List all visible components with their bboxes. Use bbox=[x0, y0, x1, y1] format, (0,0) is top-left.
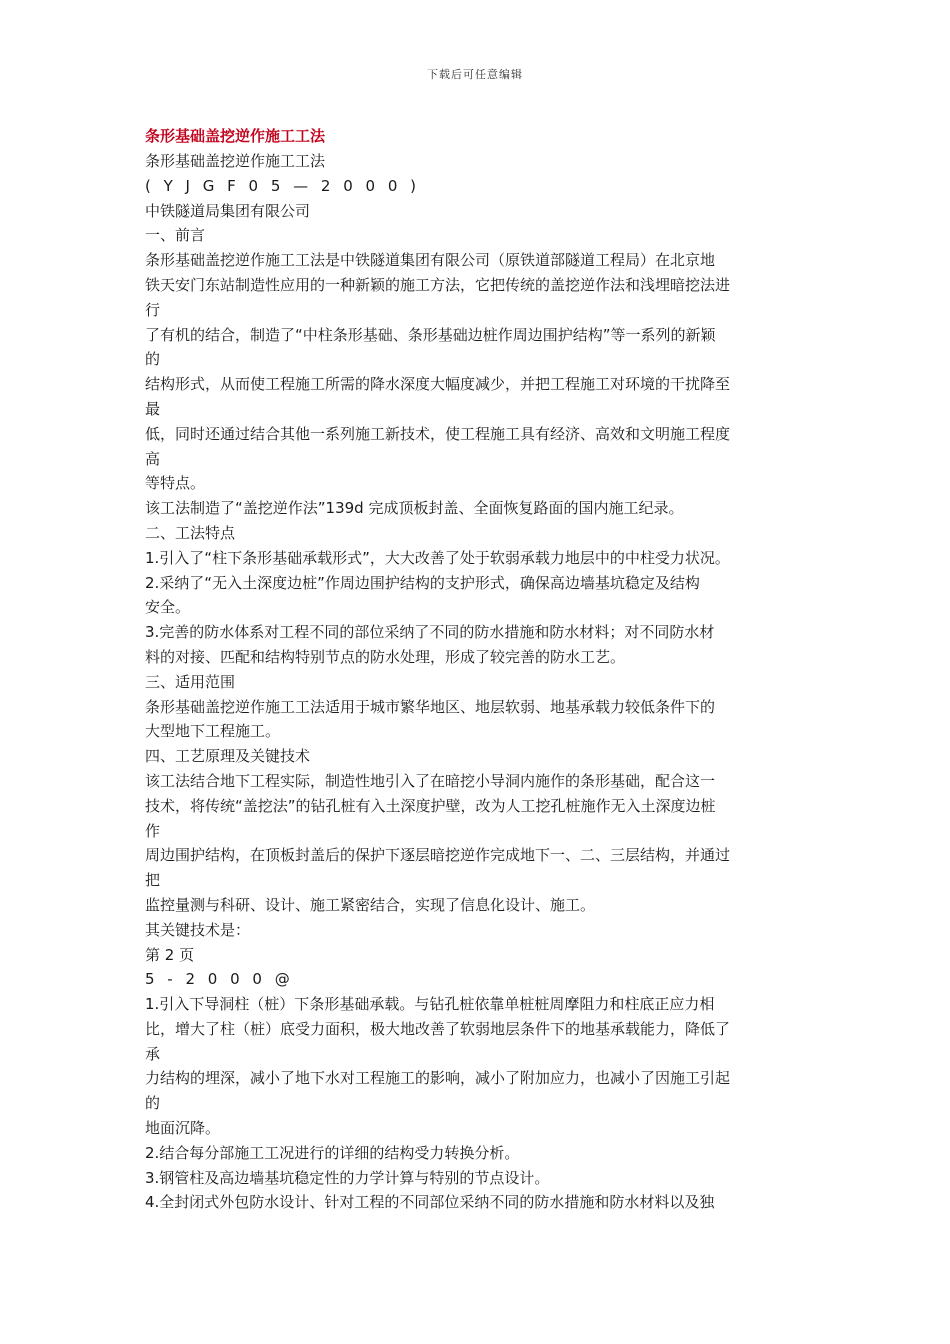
text-line: 3.完善的防水体系对工程不同的部位采纳了不同的防水措施和防水材料；对不同防水材 bbox=[145, 623, 715, 642]
text-line: 作 bbox=[145, 821, 161, 840]
text-line: 其关键技术是： bbox=[145, 920, 251, 939]
text-line: 了有机的结合，制造了“中柱条形基础、条形基础边桩作周边围护结构”等一系列的新颖 bbox=[145, 325, 716, 344]
text-line: 第 2 页 bbox=[145, 945, 195, 964]
document-title: 条形基础盖挖逆作施工工法 bbox=[145, 127, 326, 145]
text-line: 等特点。 bbox=[145, 474, 206, 493]
text-line: 的 bbox=[145, 350, 161, 369]
text-line: 结构形式，从而使工程施工所需的降水深度大幅度减少，并把工程施工对环境的干扰降至 bbox=[145, 375, 731, 394]
text-line: 一、前言 bbox=[145, 226, 206, 245]
text-line: 二、工法特点 bbox=[145, 523, 236, 542]
text-line: 把 bbox=[145, 871, 161, 890]
text-line: 3.钢管柱及高边墙基坑稳定性的力学计算与特别的节点设计。 bbox=[145, 1168, 550, 1187]
text-line: 最 bbox=[145, 399, 161, 418]
text-line: 该工法制造了“盖挖逆作法”139d 完成顶板封盖、全面恢复路面的国内施工纪录。 bbox=[145, 499, 684, 518]
text-line: 条形基础盖挖逆作施工工法是中铁隧道集团有限公司（原铁道部隧道工程局）在北京地 bbox=[145, 251, 716, 270]
text-line: 中铁隧道局集团有限公司 bbox=[145, 201, 311, 220]
text-line: 监控量测与科研、设计、施工紧密结合，实现了信息化设计、施工。 bbox=[145, 895, 596, 914]
text-line: 力结构的埋深，减小了地下水对工程施工的影响，减小了附加应力，也减小了因施工引起 bbox=[145, 1069, 731, 1088]
text-line: 技术，将传统“盖挖法”的钻孔桩有入土深度护壁，改为人工挖孔桩施作无入土深度边桩 bbox=[145, 796, 716, 815]
text-line: 地面沉降。 bbox=[145, 1119, 221, 1138]
text-line: 周边围护结构，在顶板封盖后的保护下逐层暗挖逆作完成地下一、二、三层结构，并通过 bbox=[145, 846, 731, 865]
text-line: 低，同时还通过结合其他一系列施工新技术，使工程施工具有经济、高效和文明施工程度 bbox=[145, 424, 731, 443]
text-line: 料的对接、匹配和结构特别节点的防水处理，形成了较完善的防水工艺。 bbox=[145, 647, 626, 666]
text-line: 2.采纳了“无入土深度边桩”作周边围护结构的支护形式，确保高边墙基坑稳定及结构 bbox=[145, 573, 700, 592]
text-line: 比，增大了柱（桩）底受力面积，极大地改善了软弱地层条件下的地基承载能力，降低了 bbox=[145, 1019, 731, 1038]
text-line: 条形基础盖挖逆作施工工法 bbox=[145, 152, 326, 170]
text-line: 高 bbox=[145, 449, 161, 468]
text-line: 该工法结合地下工程实际，制造性地引入了在暗挖小导洞内施作的条形基础，配合这一 bbox=[145, 771, 716, 790]
text-line: 1.引入下导洞柱（桩）下条形基础承载。与钻孔桩依靠单桩桩周摩阻力和柱底正应力相 bbox=[145, 995, 715, 1014]
text-line: 4.全封闭式外包防水设计、针对工程的不同部位采纳不同的防水措施和防水材料以及独 bbox=[145, 1193, 715, 1212]
text-line: 的 bbox=[145, 1094, 161, 1113]
text-line: 四、工艺原理及关键技术 bbox=[145, 747, 311, 766]
text-line: 行 bbox=[145, 300, 161, 319]
page-header-note: 下载后可任意编辑 bbox=[427, 68, 523, 81]
text-line: 铁天安门东站制造性应用的一种新颖的施工方法，它把传统的盖挖逆作法和浅埋暗挖法进 bbox=[145, 275, 731, 294]
text-line: 5 - 2 0 0 0 @ bbox=[145, 970, 294, 989]
text-line: 1.引入了“柱下条形基础承载形式”，大大改善了处于软弱承载力地层中的中柱受力状况。 bbox=[145, 548, 730, 567]
text-line: 三、适用范围 bbox=[145, 672, 236, 691]
text-line: 安全。 bbox=[145, 598, 191, 617]
document-body bbox=[145, 124, 825, 1215]
text-line: 条形基础盖挖逆作施工工法适用于城市繁华地区、地层软弱、地基承载力较低条件下的 bbox=[145, 697, 716, 716]
text-line: ( Y J G F 0 5 — 2 0 0 0 ) bbox=[145, 176, 421, 195]
text-line: 大型地下工程施工。 bbox=[145, 722, 281, 741]
text-line: 承 bbox=[145, 1044, 161, 1063]
document-lines bbox=[145, 149, 825, 1215]
text-line: 2.结合每分部施工工况进行的详细的结构受力转换分析。 bbox=[145, 1143, 520, 1162]
